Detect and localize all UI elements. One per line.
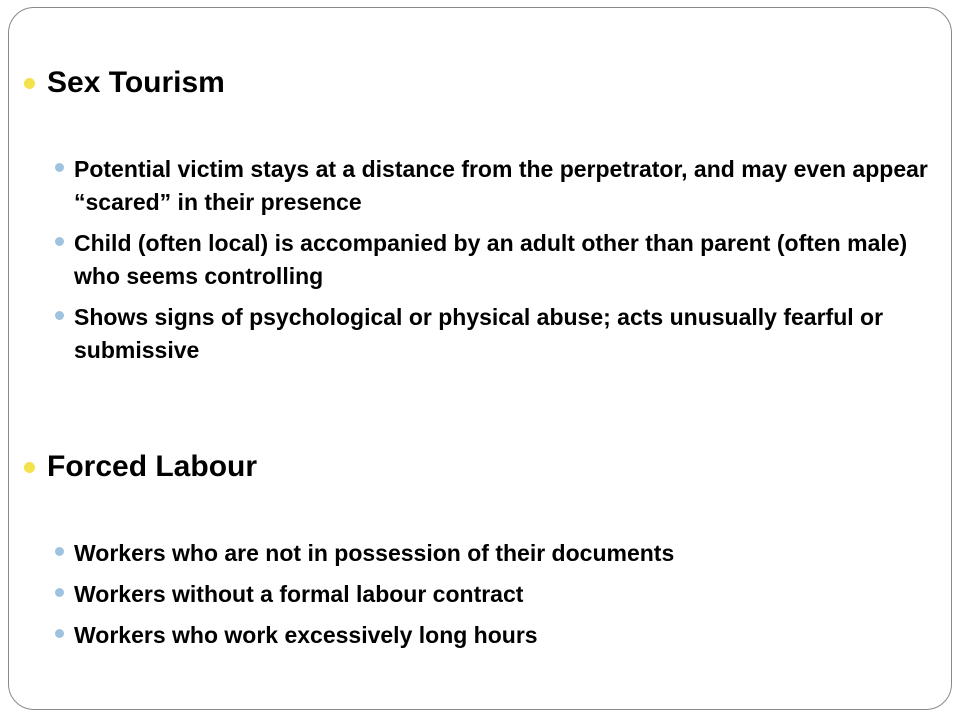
list-item	[9, 227, 951, 293]
bullet-list	[9, 153, 951, 375]
bullet-dot-icon	[55, 547, 64, 556]
section-heading: Sex Tourism	[47, 66, 225, 99]
bullet-dot-icon	[55, 588, 64, 597]
bullet-list	[9, 537, 951, 660]
list-item-text: Child (often local) is accompanied by an adult other than parent (often male) who seems controlling	[74, 230, 908, 289]
slide	[8, 7, 952, 710]
list-item	[9, 537, 951, 570]
section-heading-row	[9, 449, 951, 489]
list-item-text: Workers without a formal labour contract	[74, 581, 524, 607]
section-heading: Forced Labour	[47, 450, 258, 483]
list-item	[9, 578, 951, 611]
list-item-text: Shows signs of psychological or physical abuse; acts unusually fearful or submissive	[74, 304, 884, 363]
section-sex-tourism	[9, 65, 951, 363]
bullet-dot-icon	[55, 237, 64, 246]
list-item-text: Workers who work excessively long hours	[74, 622, 538, 648]
list-item	[9, 153, 951, 219]
list-item-text: Potential victim stays at a distance from the perpetrator, and may even appear “scared” in their presence	[74, 156, 928, 215]
list-item-text: Workers who are not in possession of their documents	[74, 540, 675, 566]
bullet-dot-icon	[24, 462, 35, 473]
list-item	[9, 619, 951, 652]
bullet-dot-icon	[24, 78, 35, 89]
bullet-dot-icon	[55, 311, 64, 320]
list-item	[9, 301, 951, 367]
section-forced-labour	[9, 449, 951, 648]
section-heading-row	[9, 65, 951, 105]
bullet-dot-icon	[55, 163, 64, 172]
bullet-dot-icon	[55, 629, 64, 638]
